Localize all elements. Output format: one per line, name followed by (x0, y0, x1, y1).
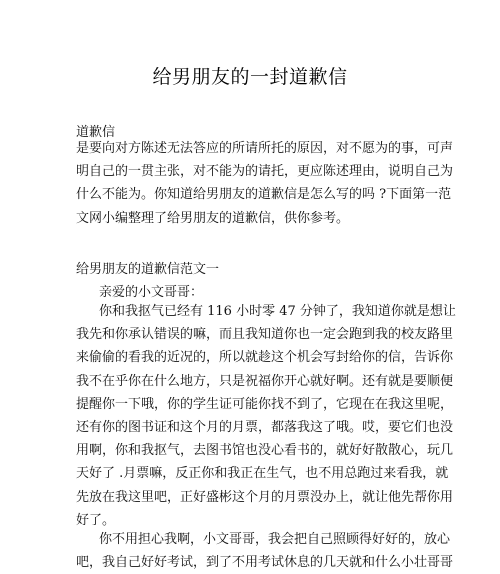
text-line: 明自己的一贯主张，对不能为的请托，更应陈述理由，说明自己为 (76, 164, 454, 180)
text-line: 还有你的图书证和这个月的月票，都落我这了哦。哎，要它们也没 (76, 420, 454, 436)
text-line: 吧，我自己好好考试，到了不用考试休息的几天就和什么小壮哥哥 (76, 555, 454, 571)
text-line: 文网小编整理了给男朋友的道歉信，供你参考。 (76, 210, 350, 226)
text-line: 什么不能为。你知道给男朋友的道歉信是怎么写的吗 ?下面第一范 (76, 187, 452, 203)
text-line: 先放在我这里吧，正好盛彬这个月的月票没办上，就让他先帮你用 (76, 489, 454, 505)
intro-paragraph (76, 137, 454, 230)
sample-heading: 给男朋友的道歉信范文一 (76, 262, 220, 277)
text-line: 你不用担心我啊，小文哥哥，我会把自己照顾得好好的，放心 (99, 532, 451, 547)
text-line: 你和我抠气已经有 116 小时零 47 分钟了，我知道你就是想让 (99, 304, 456, 319)
text-line: 好了。 (76, 512, 116, 528)
text-line: 来偷偷的看我的近况的，所以就趁这个机会写封给你的信，告诉你 (76, 350, 454, 366)
text-line: 我先和你承认错误的嘛，而且我知道你也一定会跑到我的校友路里 (76, 327, 454, 343)
text-line: 提醒你一下哦，你的学生证可能你找不到了，它现在在我这里呢， (76, 396, 454, 412)
text-line: 我不在乎你在什么地方，只是祝福你开心就好啊。还有就是要顺便 (76, 373, 454, 389)
document-title: 给男朋友的一封道歉信 (152, 66, 348, 88)
body-paragraph-1 (76, 300, 456, 532)
text-line: 天好了 .月票嘛，反正你和我正在生气，也不用总跑过来看我，就 (76, 466, 449, 482)
text-line: 用啊，你和我抠气，去图书馆也没心看书的，就好好散散心，玩几 (76, 443, 454, 459)
salutation: 亲爱的小文哥哥： (99, 285, 204, 300)
intro-heading: 道歉信 (76, 125, 116, 140)
body-paragraph-2 (76, 528, 454, 574)
text-line: 是要向对方陈述无法答应的所请所托的原因，对不愿为的事，可声 (76, 141, 454, 156)
